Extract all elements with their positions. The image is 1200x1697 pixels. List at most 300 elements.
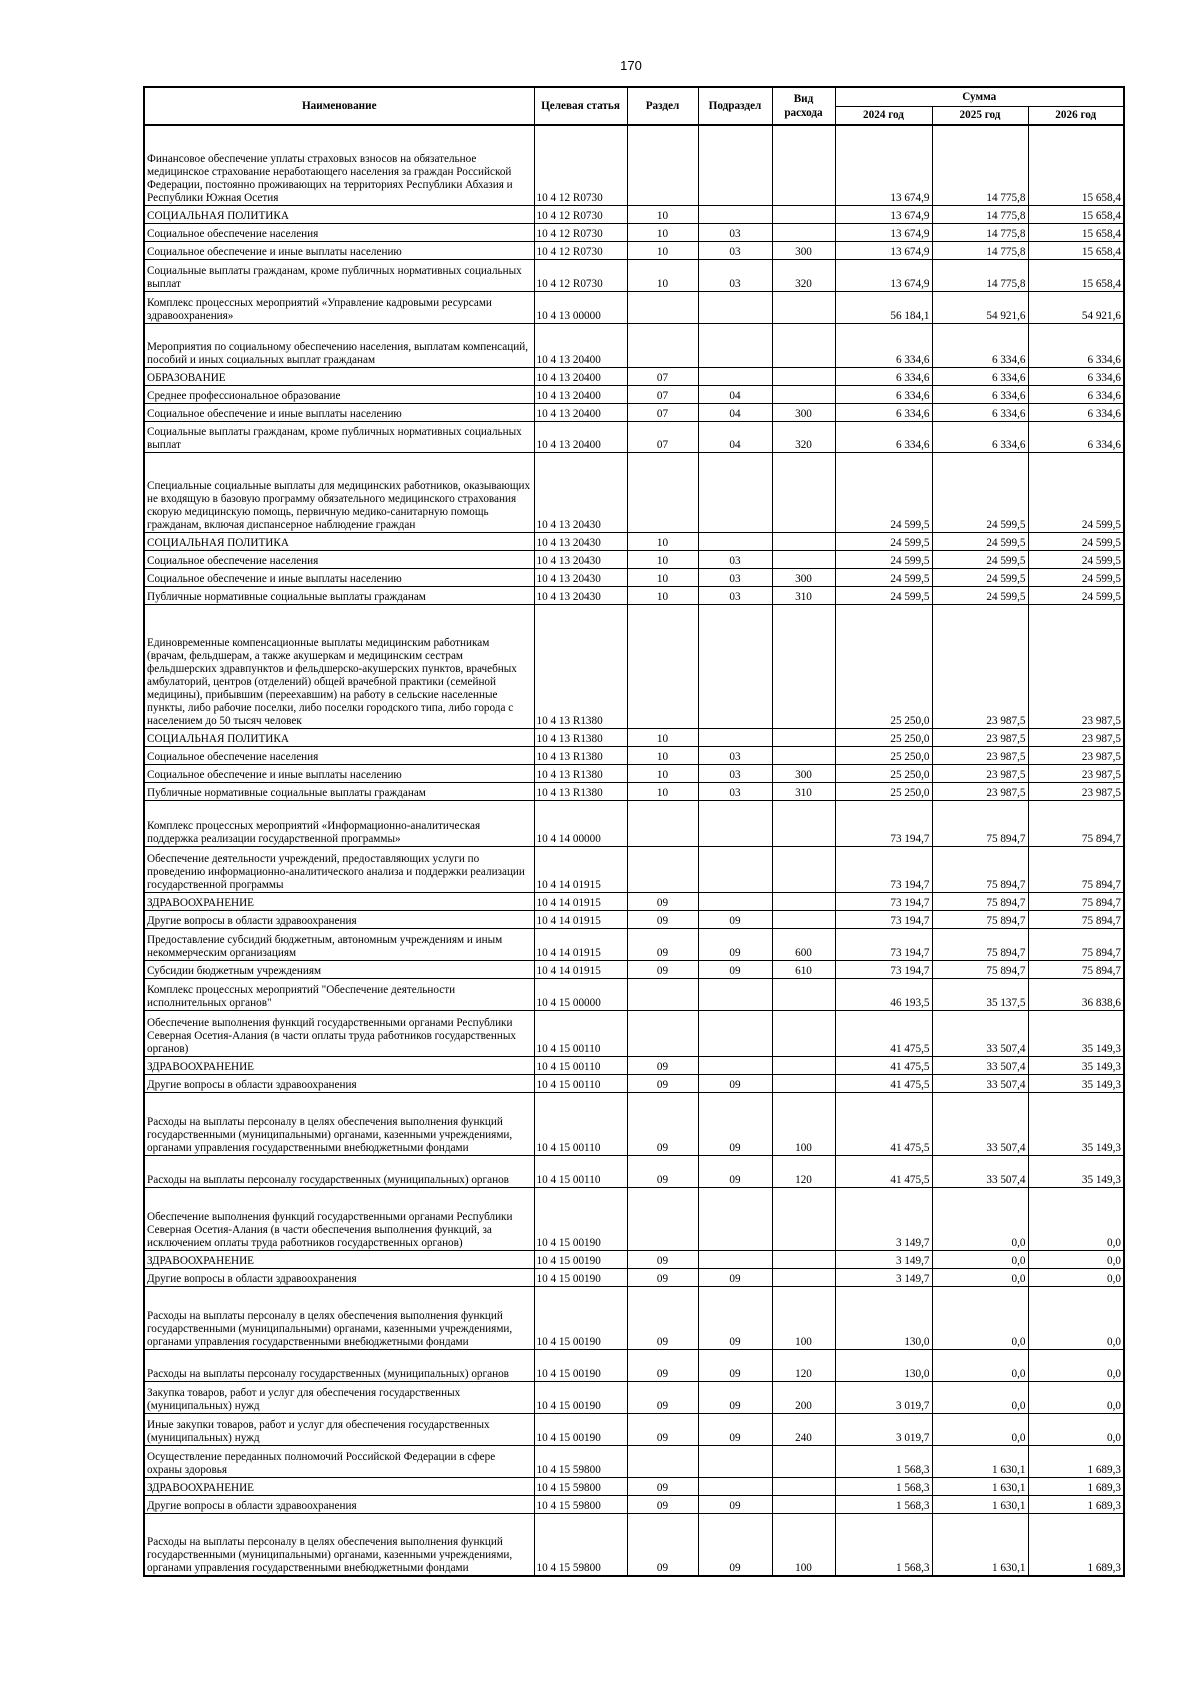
row-name: Социальное обеспечение и иные выплаты населению	[144, 241, 534, 259]
row-code: 10 4 13 R1380	[534, 782, 627, 800]
row-code: 10 4 13 20430	[534, 586, 627, 604]
table-row	[144, 586, 1124, 604]
table-row	[144, 728, 1124, 746]
row-section: 10	[627, 259, 698, 291]
header-year-2025: 2025 год	[932, 106, 1028, 125]
row-value-2025: 0,0	[932, 1268, 1028, 1286]
row-value-2025: 33 507,4	[932, 1155, 1028, 1187]
row-subsection: 03	[698, 746, 772, 764]
row-name: Расходы на выплаты персоналу государственных (муниципальных) органов	[144, 1155, 534, 1187]
row-section: 09	[627, 1286, 698, 1349]
row-subsection	[698, 846, 772, 892]
row-value-2026: 6 334,6	[1028, 403, 1124, 421]
row-name: ЗДРАВООХРАНЕНИЕ	[144, 1056, 534, 1074]
table-row	[144, 846, 1124, 892]
row-value-2026: 24 599,5	[1028, 568, 1124, 586]
row-subsection: 04	[698, 385, 772, 403]
table-row	[144, 978, 1124, 1010]
row-value-2024: 3 149,7	[835, 1187, 932, 1250]
table-row	[144, 1513, 1124, 1576]
row-name: СОЦИАЛЬНАЯ ПОЛИТИКА	[144, 532, 534, 550]
row-value-2024: 13 674,9	[835, 259, 932, 291]
row-name: Расходы на выплаты персоналу государственных (муниципальных) органов	[144, 1349, 534, 1381]
row-value-2025: 24 599,5	[932, 532, 1028, 550]
row-code: 10 4 13 20430	[534, 532, 627, 550]
row-subsection: 04	[698, 403, 772, 421]
row-code: 10 4 15 59800	[534, 1445, 627, 1477]
row-expense-type	[772, 1056, 835, 1074]
row-value-2026: 0,0	[1028, 1349, 1124, 1381]
row-name: ЗДРАВООХРАНЕНИЕ	[144, 1477, 534, 1495]
row-value-2026: 35 149,3	[1028, 1092, 1124, 1155]
row-expense-type: 100	[772, 1286, 835, 1349]
row-section: 09	[627, 1250, 698, 1268]
row-value-2026: 54 921,6	[1028, 291, 1124, 323]
row-value-2026: 6 334,6	[1028, 367, 1124, 385]
table-row	[144, 1074, 1124, 1092]
row-value-2025: 23 987,5	[932, 764, 1028, 782]
row-subsection: 03	[698, 568, 772, 586]
row-value-2024: 24 599,5	[835, 550, 932, 568]
row-expense-type	[772, 367, 835, 385]
table-row	[144, 800, 1124, 846]
table-row	[144, 1381, 1124, 1413]
row-value-2026: 75 894,7	[1028, 928, 1124, 960]
table-row	[144, 568, 1124, 586]
header-year-2024: 2024 год	[835, 106, 932, 125]
row-value-2024: 6 334,6	[835, 367, 932, 385]
row-code: 10 4 15 00190	[534, 1268, 627, 1286]
row-expense-type	[772, 746, 835, 764]
row-code: 10 4 13 20430	[534, 550, 627, 568]
row-section: 07	[627, 421, 698, 452]
row-subsection	[698, 323, 772, 367]
row-section: 10	[627, 782, 698, 800]
row-expense-type	[772, 846, 835, 892]
row-expense-type	[772, 452, 835, 532]
row-value-2024: 3 019,7	[835, 1413, 932, 1445]
row-value-2024: 25 250,0	[835, 604, 932, 728]
row-code: 10 4 12 R0730	[534, 259, 627, 291]
table-row	[144, 125, 1124, 205]
row-name: Социальное обеспечение и иные выплаты населению	[144, 764, 534, 782]
row-expense-type: 300	[772, 568, 835, 586]
row-name: Специальные социальные выплаты для медицинских работников, оказывающих не входящую в базовую программу обязательного медицинского страхования скорую медицинскую помощь, первичную медико-санитарную помощь гражданам, включая диспансерное наблюдение граждан	[144, 452, 534, 532]
row-subsection	[698, 532, 772, 550]
row-name: Субсидии бюджетным учреждениям	[144, 960, 534, 978]
row-expense-type	[772, 1268, 835, 1286]
row-value-2026: 23 987,5	[1028, 746, 1124, 764]
row-value-2025: 6 334,6	[932, 421, 1028, 452]
table-row	[144, 291, 1124, 323]
row-value-2025: 6 334,6	[932, 323, 1028, 367]
row-subsection: 03	[698, 223, 772, 241]
row-subsection	[698, 604, 772, 728]
row-subsection: 09	[698, 1495, 772, 1513]
table-row	[144, 385, 1124, 403]
row-value-2024: 25 250,0	[835, 764, 932, 782]
row-expense-type: 600	[772, 928, 835, 960]
row-section: 09	[627, 1413, 698, 1445]
table-row	[144, 323, 1124, 367]
row-code: 10 4 15 00190	[534, 1349, 627, 1381]
row-name: Социальное обеспечение населения	[144, 550, 534, 568]
row-expense-type: 120	[772, 1349, 835, 1381]
table-row	[144, 1349, 1124, 1381]
row-code: 10 4 13 20400	[534, 323, 627, 367]
table-row	[144, 205, 1124, 223]
table-row	[144, 604, 1124, 728]
row-value-2026: 6 334,6	[1028, 323, 1124, 367]
row-subsection	[698, 1445, 772, 1477]
row-value-2025: 35 137,5	[932, 978, 1028, 1010]
row-value-2025: 0,0	[932, 1349, 1028, 1381]
row-section	[627, 1445, 698, 1477]
row-code: 10 4 13 R1380	[534, 604, 627, 728]
budget-table	[143, 86, 1125, 1577]
row-value-2024: 24 599,5	[835, 568, 932, 586]
row-subsection: 09	[698, 1349, 772, 1381]
row-value-2024: 1 568,3	[835, 1513, 932, 1576]
row-code: 10 4 15 00190	[534, 1250, 627, 1268]
row-code: 10 4 14 01915	[534, 960, 627, 978]
header-subsection: Подраздел	[698, 87, 772, 125]
row-section: 09	[627, 1092, 698, 1155]
row-value-2024: 130,0	[835, 1286, 932, 1349]
row-name: Обеспечение выполнения функций государственными органами Республики Северная Осетия-Алания (в части оплаты труда работников государственных органов)	[144, 1010, 534, 1056]
row-code: 10 4 14 01915	[534, 928, 627, 960]
row-value-2025: 33 507,4	[932, 1010, 1028, 1056]
row-name: Единовременные компенсационные выплаты медицинским работникам (врачам, фельдшерам, а также акушеркам и медицинским сестрам фельдшерских здравпунктов и фельдшерско-акушерских пунктов, врачебных амбулаторий, центров (отделений) общей врачебной практики (семейной медицины), прибывшим (переехавшим) на работу в сельские населенные пункты, либо рабочие поселки, либо поселки городского типа, либо города с населением до 50 тысяч человек	[144, 604, 534, 728]
row-value-2026: 24 599,5	[1028, 532, 1124, 550]
row-subsection: 09	[698, 910, 772, 928]
header-code: Целевая статья	[534, 87, 627, 125]
row-expense-type: 310	[772, 586, 835, 604]
row-expense-type: 300	[772, 764, 835, 782]
row-name: СОЦИАЛЬНАЯ ПОЛИТИКА	[144, 728, 534, 746]
table-row	[144, 223, 1124, 241]
row-value-2025: 6 334,6	[932, 403, 1028, 421]
row-value-2026: 15 658,4	[1028, 259, 1124, 291]
row-section	[627, 452, 698, 532]
row-value-2024: 1 568,3	[835, 1445, 932, 1477]
row-section: 09	[627, 1056, 698, 1074]
row-value-2026: 15 658,4	[1028, 223, 1124, 241]
row-code: 10 4 13 R1380	[534, 746, 627, 764]
row-value-2026: 0,0	[1028, 1250, 1124, 1268]
row-value-2025: 1 630,1	[932, 1445, 1028, 1477]
row-value-2024: 73 194,7	[835, 846, 932, 892]
row-section	[627, 1010, 698, 1056]
row-subsection: 09	[698, 1513, 772, 1576]
row-name: Публичные нормативные социальные выплаты гражданам	[144, 586, 534, 604]
header-year-2026: 2026 год	[1028, 106, 1124, 125]
row-value-2025: 14 775,8	[932, 125, 1028, 205]
table-row	[144, 532, 1124, 550]
row-section: 09	[627, 910, 698, 928]
row-subsection	[698, 1250, 772, 1268]
row-value-2025: 54 921,6	[932, 291, 1028, 323]
row-value-2026: 0,0	[1028, 1268, 1124, 1286]
row-value-2026: 1 689,3	[1028, 1445, 1124, 1477]
row-section: 09	[627, 928, 698, 960]
row-name: Публичные нормативные социальные выплаты гражданам	[144, 782, 534, 800]
row-value-2025: 14 775,8	[932, 259, 1028, 291]
row-expense-type: 610	[772, 960, 835, 978]
row-name: Социальное обеспечение и иные выплаты населению	[144, 403, 534, 421]
row-section: 09	[627, 1268, 698, 1286]
row-value-2024: 41 475,5	[835, 1010, 932, 1056]
row-value-2025: 24 599,5	[932, 568, 1028, 586]
row-subsection: 09	[698, 1155, 772, 1187]
row-value-2025: 75 894,7	[932, 910, 1028, 928]
row-value-2024: 3 149,7	[835, 1250, 932, 1268]
row-value-2025: 14 775,8	[932, 223, 1028, 241]
row-section: 09	[627, 1477, 698, 1495]
row-subsection: 09	[698, 1092, 772, 1155]
row-name: Закупка товаров, работ и услуг для обеспечения государственных (муниципальных) нужд	[144, 1381, 534, 1413]
row-subsection: 09	[698, 1286, 772, 1349]
row-section: 10	[627, 586, 698, 604]
row-value-2025: 75 894,7	[932, 892, 1028, 910]
table-row	[144, 1413, 1124, 1445]
row-code: 10 4 13 R1380	[534, 764, 627, 782]
row-name: Предоставление субсидий бюджетным, автономным учреждениям и иным некоммерческим организациям	[144, 928, 534, 960]
row-name: Другие вопросы в области здравоохранения	[144, 1074, 534, 1092]
row-subsection	[698, 125, 772, 205]
row-expense-type	[772, 1074, 835, 1092]
row-value-2024: 6 334,6	[835, 323, 932, 367]
row-name: Расходы на выплаты персоналу в целях обеспечения выполнения функций государственными (муниципальными) органами, казенными учреждениями, органами управления государственными внебюджетными фондами	[144, 1286, 534, 1349]
row-value-2026: 35 149,3	[1028, 1056, 1124, 1074]
row-name: Другие вопросы в области здравоохранения	[144, 1268, 534, 1286]
row-subsection: 03	[698, 782, 772, 800]
row-code: 10 4 13 20430	[534, 568, 627, 586]
row-subsection: 03	[698, 586, 772, 604]
table-row	[144, 928, 1124, 960]
row-expense-type: 120	[772, 1155, 835, 1187]
row-value-2024: 13 674,9	[835, 223, 932, 241]
row-name: Социальное обеспечение и иные выплаты населению	[144, 568, 534, 586]
row-subsection: 09	[698, 960, 772, 978]
row-section: 10	[627, 550, 698, 568]
table-row	[144, 241, 1124, 259]
row-value-2026: 15 658,4	[1028, 241, 1124, 259]
row-name: Обеспечение деятельности учреждений, предоставляющих услуги по проведению информационно-аналитического анализа и поддержки реализации государственной программы	[144, 846, 534, 892]
header-section: Раздел	[627, 87, 698, 125]
row-section: 09	[627, 960, 698, 978]
row-section: 10	[627, 728, 698, 746]
row-value-2025: 6 334,6	[932, 367, 1028, 385]
row-subsection	[698, 1010, 772, 1056]
row-value-2026: 36 838,6	[1028, 978, 1124, 1010]
row-value-2025: 14 775,8	[932, 205, 1028, 223]
row-value-2025: 24 599,5	[932, 586, 1028, 604]
row-subsection	[698, 728, 772, 746]
row-code: 10 4 13 20400	[534, 403, 627, 421]
row-section: 09	[627, 1381, 698, 1413]
row-value-2026: 1 689,3	[1028, 1513, 1124, 1576]
row-value-2024: 6 334,6	[835, 385, 932, 403]
row-value-2024: 73 194,7	[835, 960, 932, 978]
row-section: 10	[627, 532, 698, 550]
row-value-2024: 24 599,5	[835, 532, 932, 550]
row-code: 10 4 15 00110	[534, 1074, 627, 1092]
row-value-2026: 0,0	[1028, 1413, 1124, 1445]
row-name: Иные закупки товаров, работ и услуг для обеспечения государственных (муниципальных) нужд	[144, 1413, 534, 1445]
row-name: Другие вопросы в области здравоохранения	[144, 1495, 534, 1513]
table-row	[144, 550, 1124, 568]
table-row	[144, 960, 1124, 978]
row-section: 07	[627, 367, 698, 385]
table-row	[144, 1268, 1124, 1286]
row-code: 10 4 15 00110	[534, 1056, 627, 1074]
row-expense-type	[772, 1010, 835, 1056]
row-value-2024: 6 334,6	[835, 403, 932, 421]
row-section	[627, 1187, 698, 1250]
row-value-2026: 15 658,4	[1028, 205, 1124, 223]
row-subsection	[698, 205, 772, 223]
row-name: Расходы на выплаты персоналу в целях обеспечения выполнения функций государственными (муниципальными) органами, казенными учреждениями, органами управления государственными внебюджетными фондами	[144, 1513, 534, 1576]
row-value-2025: 75 894,7	[932, 846, 1028, 892]
row-value-2025: 23 987,5	[932, 746, 1028, 764]
row-value-2024: 25 250,0	[835, 728, 932, 746]
row-subsection	[698, 800, 772, 846]
row-section	[627, 291, 698, 323]
row-section: 10	[627, 223, 698, 241]
table-row	[144, 1445, 1124, 1477]
page-number: 170	[620, 58, 642, 73]
row-value-2024: 24 599,5	[835, 586, 932, 604]
header-sum: Сумма	[835, 87, 1124, 106]
table-row	[144, 1092, 1124, 1155]
row-subsection: 09	[698, 1268, 772, 1286]
row-code: 10 4 13 20400	[534, 367, 627, 385]
row-value-2026: 75 894,7	[1028, 800, 1124, 846]
table-row	[144, 782, 1124, 800]
row-value-2026: 23 987,5	[1028, 782, 1124, 800]
row-value-2024: 56 184,1	[835, 291, 932, 323]
row-name: Осуществление переданных полномочий Российской Федерации в сфере охраны здоровья	[144, 1445, 534, 1477]
row-subsection	[698, 367, 772, 385]
row-value-2025: 0,0	[932, 1250, 1028, 1268]
table-row	[144, 1495, 1124, 1513]
row-code: 10 4 14 01915	[534, 846, 627, 892]
row-name: Мероприятия по социальному обеспечению населения, выплатам компенсаций, пособий и иных социальных выплат гражданам	[144, 323, 534, 367]
row-name: Финансовое обеспечение уплаты страховых взносов на обязательное медицинское страхование неработающего населения за граждан Российской Федерации, постоянно проживающих на территориях Республики Абхазия и Республики Южная Осетия	[144, 125, 534, 205]
row-expense-type	[772, 385, 835, 403]
row-expense-type	[772, 125, 835, 205]
row-value-2026: 24 599,5	[1028, 452, 1124, 532]
row-section: 10	[627, 205, 698, 223]
row-subsection: 03	[698, 550, 772, 568]
row-value-2025: 24 599,5	[932, 452, 1028, 532]
row-value-2026: 6 334,6	[1028, 385, 1124, 403]
table-row	[144, 367, 1124, 385]
row-section: 10	[627, 241, 698, 259]
row-subsection	[698, 1477, 772, 1495]
row-value-2024: 41 475,5	[835, 1092, 932, 1155]
header-expense-type: Вид расхода	[772, 87, 835, 125]
row-value-2024: 46 193,5	[835, 978, 932, 1010]
row-name: Социальные выплаты гражданам, кроме публичных нормативных социальных выплат	[144, 421, 534, 452]
row-expense-type	[772, 323, 835, 367]
row-value-2026: 75 894,7	[1028, 846, 1124, 892]
table-row	[144, 452, 1124, 532]
row-code: 10 4 14 01915	[534, 892, 627, 910]
table-row	[144, 1155, 1124, 1187]
row-subsection	[698, 452, 772, 532]
header-name: Наименование	[144, 87, 534, 125]
row-value-2026: 75 894,7	[1028, 960, 1124, 978]
row-expense-type	[772, 892, 835, 910]
row-section: 07	[627, 385, 698, 403]
row-subsection: 03	[698, 259, 772, 291]
row-subsection	[698, 1056, 772, 1074]
table-row	[144, 1286, 1124, 1349]
row-value-2024: 41 475,5	[835, 1056, 932, 1074]
row-value-2025: 23 987,5	[932, 782, 1028, 800]
row-value-2024: 25 250,0	[835, 782, 932, 800]
row-name: ЗДРАВООХРАНЕНИЕ	[144, 1250, 534, 1268]
row-expense-type: 200	[772, 1381, 835, 1413]
row-section	[627, 125, 698, 205]
row-code: 10 4 12 R0730	[534, 205, 627, 223]
row-code: 10 4 15 00110	[534, 1092, 627, 1155]
row-code: 10 4 15 59800	[534, 1477, 627, 1495]
row-expense-type: 310	[772, 782, 835, 800]
row-code: 10 4 12 R0730	[534, 241, 627, 259]
row-value-2026: 24 599,5	[1028, 586, 1124, 604]
row-value-2026: 35 149,3	[1028, 1010, 1124, 1056]
row-code: 10 4 12 R0730	[534, 223, 627, 241]
row-subsection: 09	[698, 1074, 772, 1092]
row-name: Комплекс процессных мероприятий «Информационно-аналитическая поддержка реализации государственной программы»	[144, 800, 534, 846]
row-expense-type	[772, 1445, 835, 1477]
table-row	[144, 764, 1124, 782]
row-expense-type	[772, 223, 835, 241]
row-expense-type: 240	[772, 1413, 835, 1445]
row-value-2026: 35 149,3	[1028, 1155, 1124, 1187]
row-value-2024: 3 019,7	[835, 1381, 932, 1413]
row-section	[627, 604, 698, 728]
row-value-2024: 73 194,7	[835, 892, 932, 910]
row-code: 10 4 15 00190	[534, 1381, 627, 1413]
row-value-2025: 14 775,8	[932, 241, 1028, 259]
row-name: Обеспечение выполнения функций государственными органами Республики Северная Осетия-Алания (в части обеспечения выполнения функций, за исключением оплаты труда работников государственных органов)	[144, 1187, 534, 1250]
row-code: 10 4 13 20400	[534, 385, 627, 403]
row-expense-type	[772, 532, 835, 550]
row-name: ЗДРАВООХРАНЕНИЕ	[144, 892, 534, 910]
row-value-2024: 73 194,7	[835, 928, 932, 960]
row-code: 10 4 15 00190	[534, 1187, 627, 1250]
row-subsection	[698, 291, 772, 323]
row-value-2024: 1 568,3	[835, 1477, 932, 1495]
table-row	[144, 892, 1124, 910]
row-value-2025: 33 507,4	[932, 1092, 1028, 1155]
table-row	[144, 1250, 1124, 1268]
row-value-2024: 41 475,5	[835, 1074, 932, 1092]
row-code: 10 4 15 00000	[534, 978, 627, 1010]
table-row	[144, 746, 1124, 764]
row-expense-type: 320	[772, 421, 835, 452]
table-row	[144, 403, 1124, 421]
row-expense-type	[772, 604, 835, 728]
row-code: 10 4 13 00000	[534, 291, 627, 323]
row-section: 10	[627, 764, 698, 782]
row-value-2025: 1 630,1	[932, 1477, 1028, 1495]
row-section: 09	[627, 1155, 698, 1187]
